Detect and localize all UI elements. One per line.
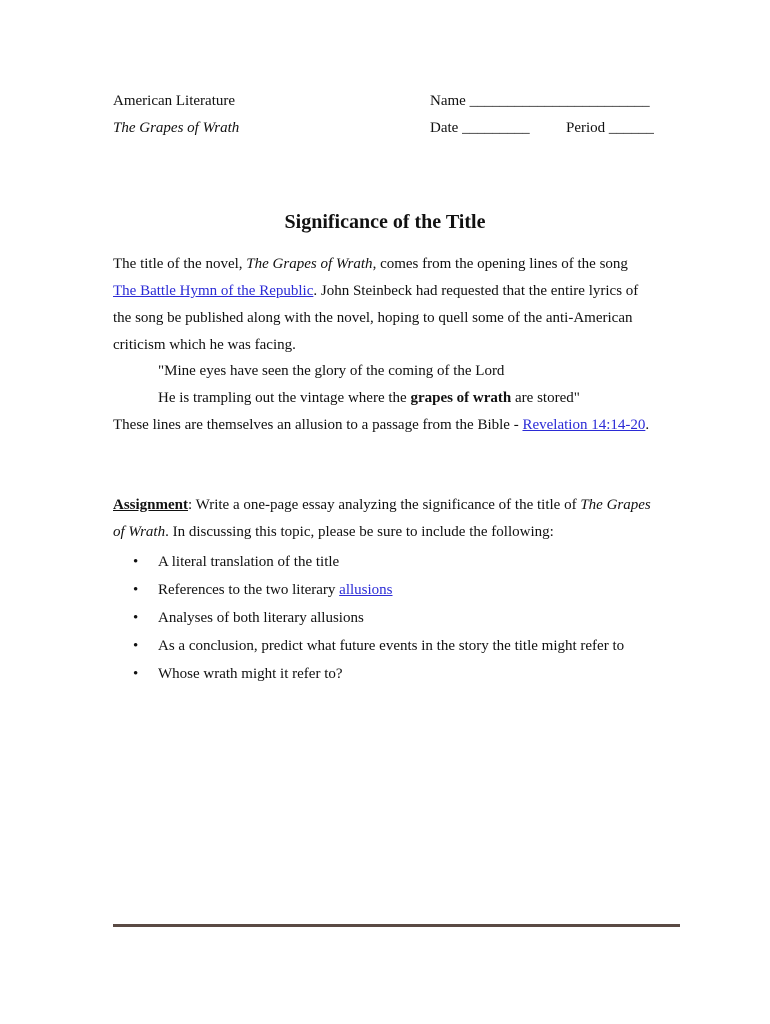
requirements-list: [133, 548, 625, 688]
assignment-text: . In discussing this topic, please be sure to include the following:: [165, 524, 554, 540]
footer-divider: [113, 924, 680, 927]
period-field: Period ______: [566, 120, 654, 136]
list-item-text: As a conclusion, predict what future events in the story the title might refer to: [158, 638, 625, 654]
intro-text: The title of the novel,: [113, 256, 247, 272]
list-item-text: Whose wrath might it refer to?: [158, 666, 343, 682]
allusion-text: These lines are themselves an allusion to a passage from the Bible -: [113, 417, 523, 433]
battle-hymn-link[interactable]: The Battle Hymn of the Republic: [113, 283, 314, 299]
intro-text: . John Steinbeck had requested that the entire lyrics of: [313, 283, 639, 299]
list-item-text: References to the two literary: [158, 582, 340, 598]
bullet-icon: •: [133, 666, 139, 682]
allusions-link[interactable]: allusions: [339, 582, 393, 598]
list-item-text: Analyses of both literary allusions: [158, 610, 364, 626]
quote-line-1: "Mine eyes have seen the glory of the coming of the Lord: [158, 363, 505, 379]
revelation-link[interactable]: Revelation 14:14-20: [522, 417, 646, 433]
bullet-icon: •: [133, 582, 139, 598]
assignment-text: : Write a one-page essay analyzing the significance of the title of: [188, 497, 581, 513]
assignment-novel-title: The Grapes: [580, 497, 651, 513]
course-label: American Literature: [113, 93, 236, 109]
book-label: The Grapes of Wrath: [113, 120, 240, 136]
quote-emphasis: grapes of wrath: [410, 390, 512, 406]
intro-text: , comes from the opening lines of the song: [372, 256, 628, 272]
allusion-end: .: [645, 417, 650, 433]
list-item: [133, 548, 624, 576]
list-item: [133, 604, 624, 632]
page-title: Significance of the Title: [284, 211, 486, 233]
intro-line-1: [113, 256, 628, 273]
assignment-label: Assignment: [113, 497, 189, 513]
assignment-line-2: [113, 524, 554, 541]
assignment-line-1: [113, 497, 651, 514]
list-item: [133, 660, 624, 688]
bullet-icon: •: [133, 638, 139, 654]
intro-line-4: criticism which he was facing.: [113, 337, 296, 353]
list-item-text: A literal translation of the title: [158, 554, 340, 570]
name-field: Name ________________________: [430, 93, 650, 109]
list-item: [133, 632, 625, 660]
date-field: Date _________: [430, 120, 530, 136]
list-item: [133, 576, 624, 604]
quote-text: He is trampling out the vintage where the: [158, 390, 411, 406]
allusion-line: [113, 417, 649, 434]
intro-line-2: [113, 283, 638, 300]
quote-line-2: [158, 390, 580, 407]
bullet-icon: •: [133, 610, 139, 626]
novel-title: The Grapes of Wrath: [246, 256, 373, 272]
quote-text: are stored": [511, 390, 580, 406]
assignment-novel-title: of Wrath: [113, 524, 166, 540]
intro-line-3: the song be published along with the novel, hoping to quell some of the anti-American: [113, 310, 633, 326]
bullet-icon: •: [133, 554, 139, 570]
